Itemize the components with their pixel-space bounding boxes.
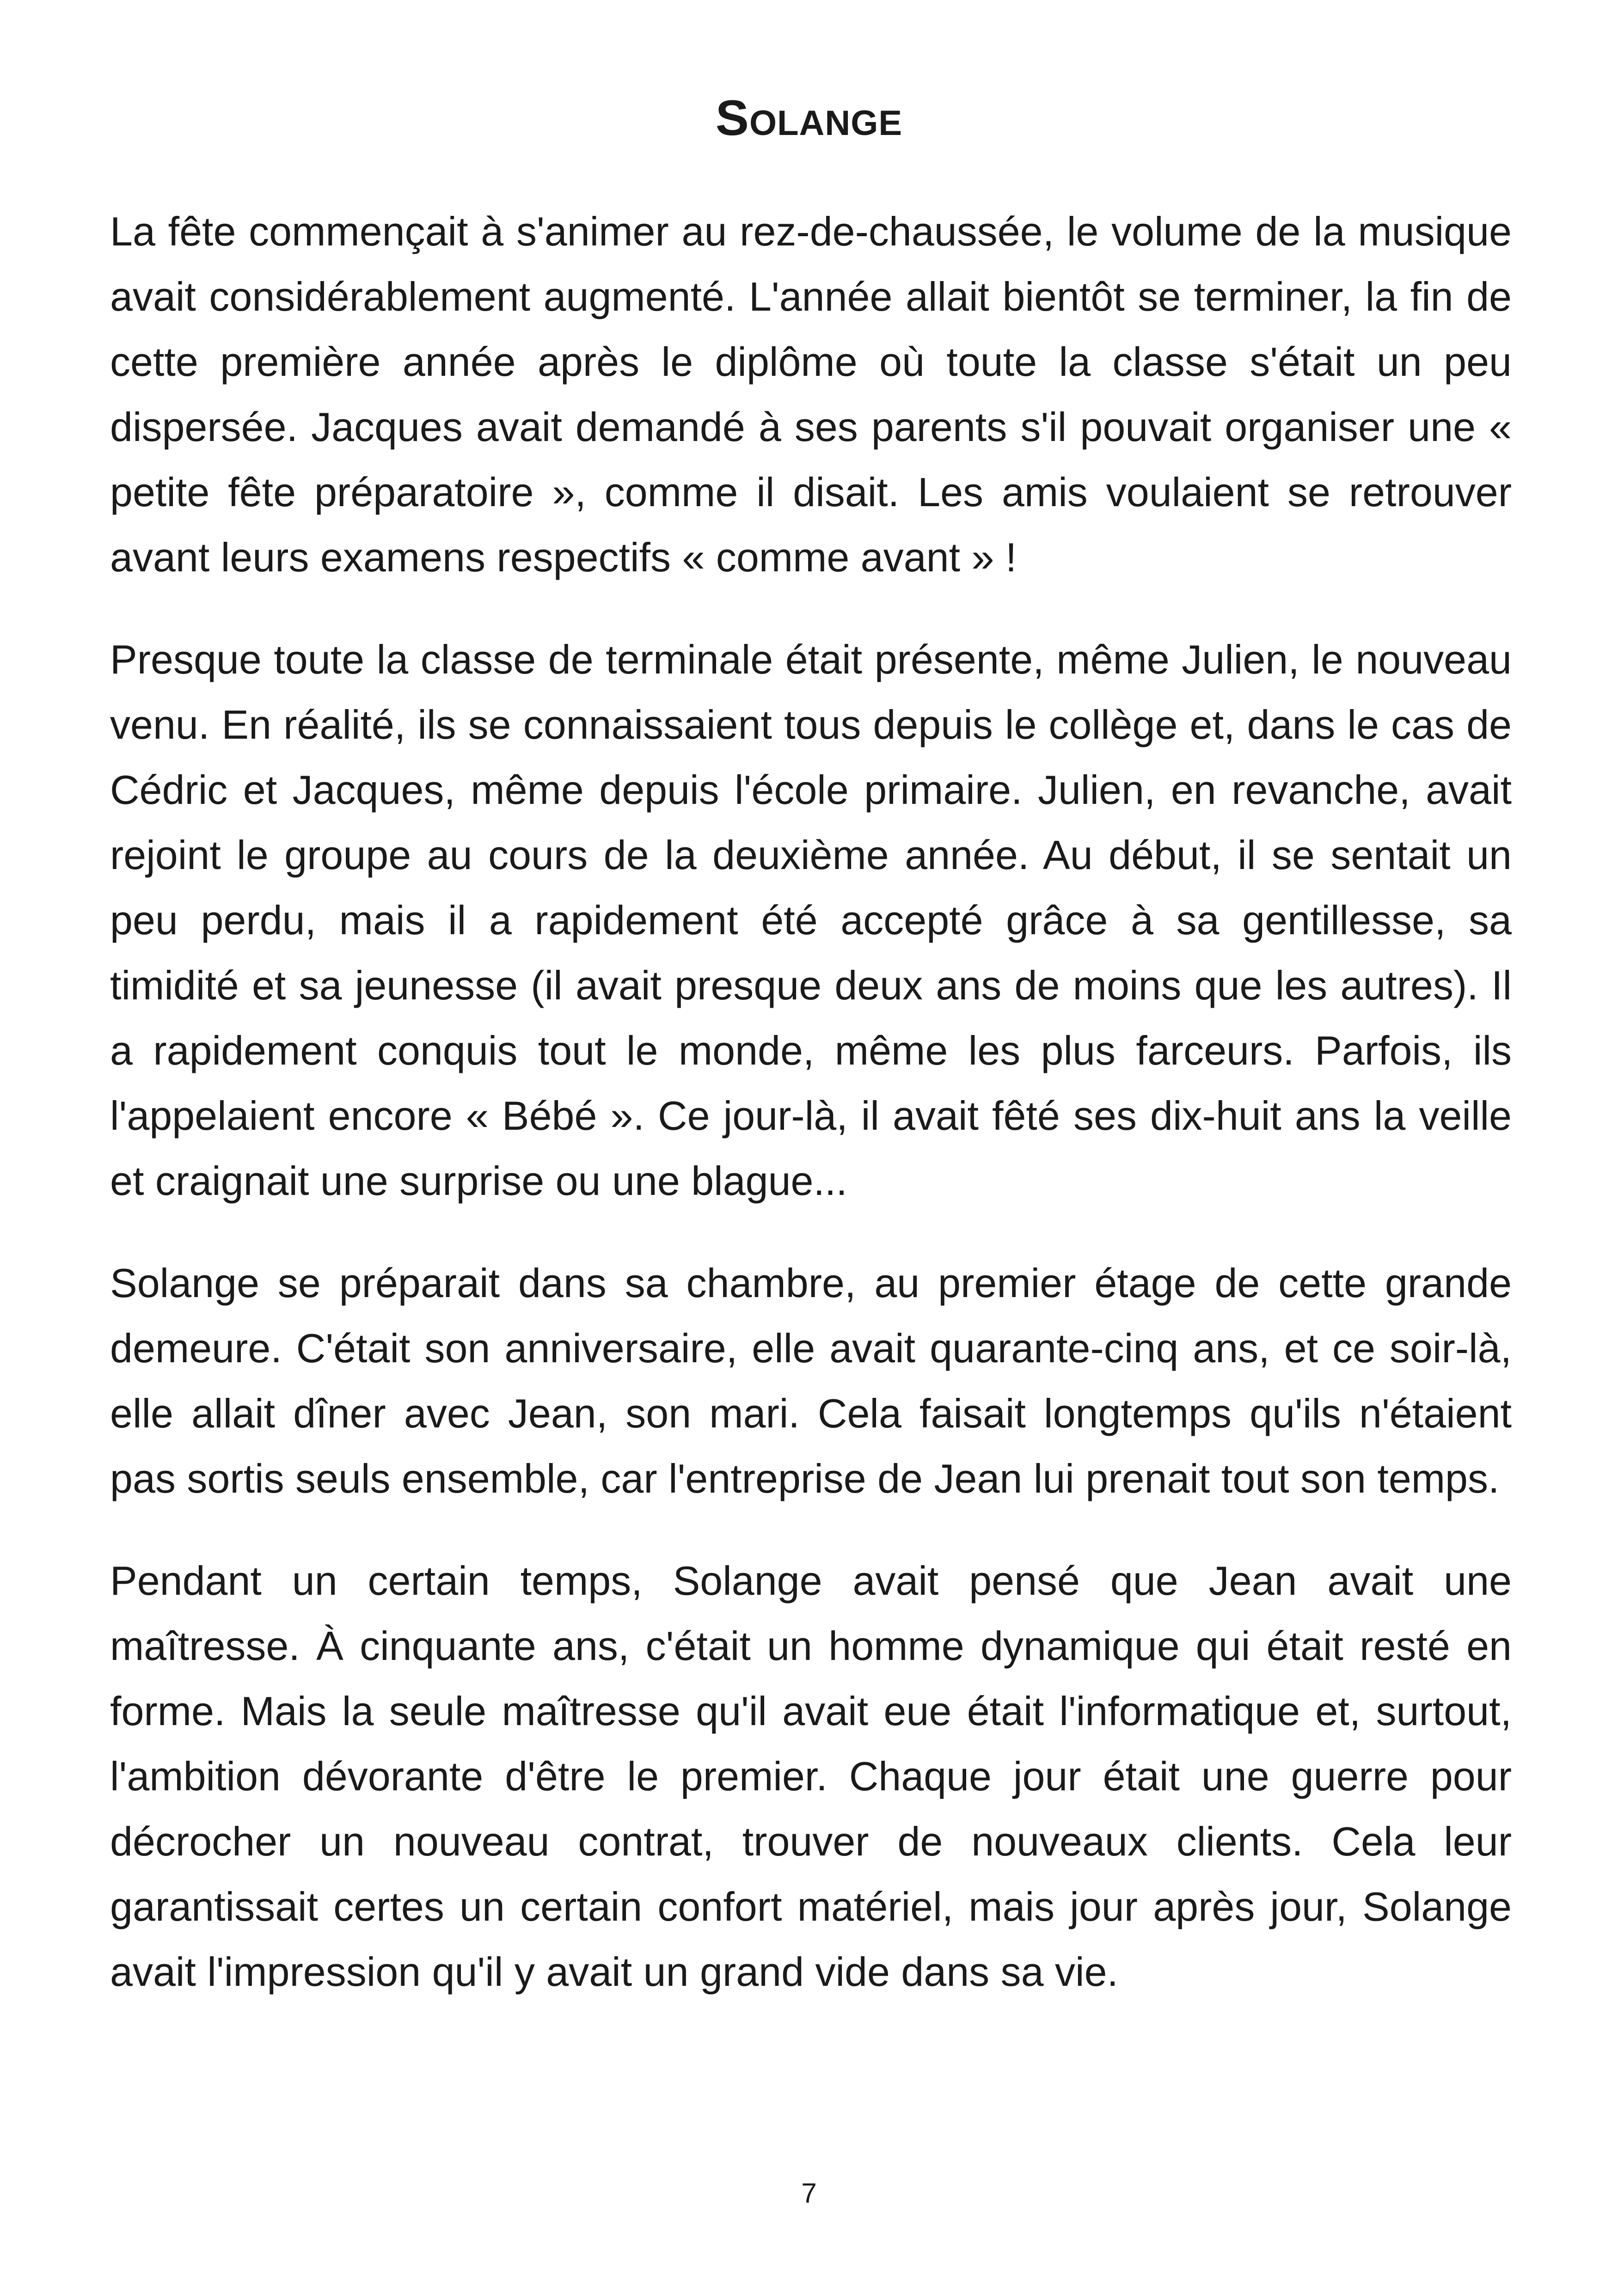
paragraph-2: Presque toute la classe de terminale était présente, même Julien, le nouveau venu. En réalité, ils se connaissaient tous depuis le collège et, dans le cas de Cédric et Jacques, même depuis l'école primaire. Julien, en revanche, avait rejoint le groupe au cours de la deuxième année. Au début, il se sentait un peu perdu, mais il a rapidement été accepté grâce à sa gentillesse, sa timidité et sa jeunesse (il avait presque deux ans de moins que les autres). Il a rapidement conquis tout le monde, même les plus farceurs. Parfois, ils l'appelaient encore « Bébé ». Ce jour-là, il avait fêté ses dix-huit ans la veille et craignait une surprise ou une blague...: [110, 637, 1512, 1204]
page-number: 7: [801, 2178, 817, 2209]
paragraph-4: Pendant un certain temps, Solange avait pensé que Jean avait une maîtresse. À cinquante ans, c'était un homme dynamique qui était resté en forme. Mais la seule maîtresse qu'il avait eue était l'informatique et, surtout, l'ambition dévorante d'être le premier. Chaque jour était une guerre pour décrocher un nouveau contrat, trouver de nouveaux clients. Cela leur garantissait certes un certain confort matériel, mais jour après jour, Solange avait l'impression qu'il y avait un grand vide dans sa vie.: [110, 1558, 1512, 1995]
paragraph-3: Solange se préparait dans sa chambre, au premier étage de cette grande demeure. C'était son anniversaire, elle avait quarante-cinq ans, et ce soir-là, elle allait dîner avec Jean, son mari. Cela faisait longtemps qu'ils n'étaient pas sortis seuls ensemble, car l'entreprise de Jean lui prenait tout son temps.: [110, 1260, 1512, 1501]
chapter-title: Solange: [715, 90, 903, 146]
paragraph-1: La fête commençait à s'animer au rez-de-chaussée, le volume de la musique avait considérablement augmenté. L'année allait bientôt se terminer, la fin de cette première année après le diplôme où toute la classe s'était un peu dispersée. Jacques avait demandé à ses parents s'il pouvait organiser une « petite fête préparatoire », comme il disait. Les amis voulaient se retrouver avant leurs examens respectifs « comme avant » !: [110, 208, 1512, 580]
body-text: [110, 199, 1512, 2041]
